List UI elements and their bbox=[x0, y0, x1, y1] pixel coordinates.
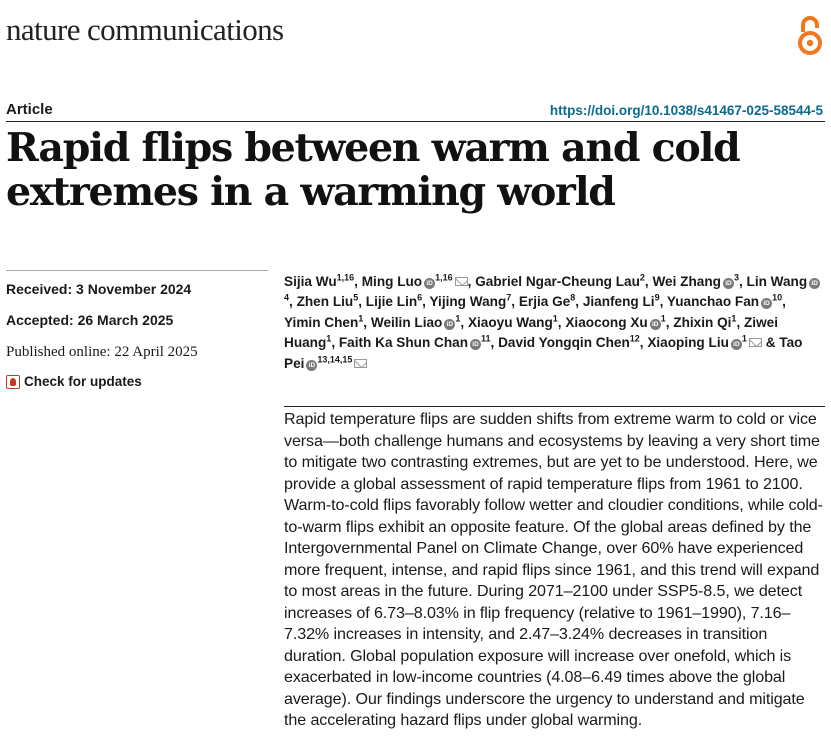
author-item[interactable] bbox=[498, 335, 640, 350]
accepted-date: Accepted: 26 March 2025 bbox=[6, 312, 174, 328]
author-name: Ziwei Huang bbox=[284, 314, 778, 351]
author-affiliation: 10 bbox=[772, 292, 783, 303]
abstract-divider bbox=[284, 406, 825, 407]
author-name: Faith Ka Shun Chan bbox=[338, 335, 469, 351]
article-title: Rapid flips between warm and cold extremes in a warming world bbox=[6, 125, 740, 215]
author-name: Yimin Chen bbox=[284, 314, 359, 330]
author-affiliation: 4 bbox=[284, 292, 290, 303]
author-name: Jianfeng Li bbox=[582, 294, 655, 310]
author-name: Yuanchao Fan bbox=[666, 294, 760, 310]
header-divider bbox=[6, 121, 825, 122]
author-affiliation: 1,16 bbox=[336, 272, 355, 283]
author-item[interactable] bbox=[652, 274, 739, 289]
journal-name: nature communications bbox=[6, 12, 284, 47]
author-affiliation: 1 bbox=[741, 333, 747, 344]
author-item[interactable] bbox=[565, 315, 665, 330]
author-list: Sijia Wu$^{1,16}$, Ming Luo iD$^{1,16}$ , Gabriel Ngar-Cheung Lau$^2$, Wei Zhang $iD^3$, Lin Wang $iD^4$, Zhen Liu$^5$, Lijie Lin$^6$, Yijing Wang$^7$, Erjia Ge$^8$, Jianfeng Li$^9$, Yuanchao Fan $iD^{10}$, Yimin Chen$^1$, Weilin Liao $iD^1$, Xiaoyu Wang$^1$, Xiaocong Xu $iD^1$, Zhixin Qi$^1$, Ziwei Huang$^1$, Faith Ka Shun Chan $iD^{11}$, David Yongqin Chen$^{12}$, Xiaoping Liu $iD^1$ & Tao Pei iD$^{13,14,15}$ bbox=[284, 272, 824, 374]
author-affiliation: 9 bbox=[654, 292, 660, 303]
author-affiliation: 2 bbox=[639, 272, 645, 283]
author-name: Sijia Wu bbox=[284, 274, 337, 289]
author-name: Zhixin Qi bbox=[673, 314, 732, 330]
orcid-icon[interactable]: iD bbox=[761, 298, 772, 309]
author-affiliation: 1 bbox=[552, 313, 558, 324]
author-item[interactable] bbox=[284, 315, 363, 330]
author-item[interactable] bbox=[297, 294, 359, 309]
author-affiliation: 13,14,15 bbox=[317, 354, 353, 365]
published-date: Published online: 22 April 2025 bbox=[6, 344, 198, 360]
author-name: Gabriel Ngar-Cheung Lau bbox=[475, 274, 640, 289]
author-affiliation: 7 bbox=[506, 292, 512, 303]
author-name: Wei Zhang bbox=[652, 274, 721, 289]
author-affiliation: 1,16 bbox=[435, 272, 453, 283]
orcid-icon[interactable]: iD bbox=[306, 360, 317, 371]
orcid-icon[interactable]: iD bbox=[470, 339, 481, 350]
envelope-icon[interactable] bbox=[354, 359, 367, 368]
author-name: David Yongqin Chen bbox=[498, 335, 630, 351]
doi-link[interactable]: https://doi.org/10.1038/s41467-025-58544-5 bbox=[549, 103, 823, 118]
author-item[interactable] bbox=[667, 294, 782, 309]
author-item[interactable] bbox=[583, 294, 660, 309]
author-item[interactable] bbox=[519, 294, 575, 309]
author-item[interactable] bbox=[362, 274, 468, 289]
author-item[interactable] bbox=[429, 294, 511, 309]
author-affiliation: 1 bbox=[660, 313, 666, 324]
check-for-updates-button[interactable] bbox=[6, 374, 142, 389]
orcid-icon[interactable]: iD bbox=[444, 319, 455, 330]
author-name: Tao Pei bbox=[284, 335, 803, 371]
author-item[interactable] bbox=[475, 274, 645, 289]
author-affiliation: 1 bbox=[731, 313, 737, 324]
author-affiliation: 12 bbox=[629, 333, 640, 344]
author-affiliation: 6 bbox=[417, 292, 423, 303]
author-affiliation: 1 bbox=[358, 313, 364, 324]
envelope-icon[interactable] bbox=[455, 277, 468, 286]
open-access-icon bbox=[795, 14, 825, 56]
author-item[interactable] bbox=[468, 315, 558, 330]
dates-divider bbox=[6, 270, 268, 271]
author-name: Xiaoping Liu bbox=[647, 335, 729, 351]
author-affiliation: 11 bbox=[481, 333, 491, 344]
envelope-icon[interactable] bbox=[749, 338, 762, 347]
author-item[interactable] bbox=[366, 294, 422, 309]
check-for-updates-label: Check for updates bbox=[24, 374, 142, 389]
orcid-icon[interactable]: iD bbox=[809, 278, 820, 289]
author-affiliation: 5 bbox=[353, 292, 359, 303]
author-affiliation: 8 bbox=[570, 292, 576, 303]
article-type: Article bbox=[6, 101, 53, 118]
author-affiliation: 3 bbox=[733, 272, 739, 283]
author-name: Lin Wang bbox=[746, 274, 808, 289]
abstract: Rapid temperature flips are sudden shifts from extreme warm to cold or vice versa—both challenge humans and ecosystems by leaving a very short time to mitigate two contrasting extremes, but are yet to be understood. Here, we provide a global assessment of rapid temperature flips from 1961 to 2100. Warm-to-cold flips favorably follow wetter and cloudier conditions, while cold-to-warm flips exhibit an opposite feature. Of the global areas defined by the Intergovernmental Panel on Climate Change, over 60% have experienced more frequent, intense, and rapid flips since 1961, and this trend will expand to most areas in the future. During 2071–2100 under SSP5-8.5, we detect increases of 6.73–8.03% in flip frequency (relative to 1961–1990), 7.16–7.32% increases in intensity, and 2.47–3.24% decreases in transition duration. Global population exposure will increase over onefold, which is exacerbated in low-income countries (4.08–6.49 times above the global average). Our findings underscore the urgency to understand and mitigate the accelerating hazard flips under global warming. bbox=[284, 410, 823, 729]
author-item[interactable] bbox=[339, 335, 491, 350]
orcid-icon[interactable]: iD bbox=[650, 319, 661, 330]
author-name: Xiaoyu Wang bbox=[467, 314, 553, 330]
author-item[interactable] bbox=[371, 315, 461, 330]
author-item[interactable] bbox=[673, 315, 736, 330]
author-item[interactable] bbox=[284, 274, 354, 289]
author-name: Yijing Wang bbox=[429, 294, 507, 310]
orcid-icon[interactable]: iD bbox=[723, 278, 734, 289]
author-name: Lijie Lin bbox=[365, 294, 418, 310]
orcid-icon[interactable]: iD bbox=[731, 339, 742, 350]
author-name: Zhen Liu bbox=[296, 294, 354, 310]
author-item[interactable] bbox=[647, 335, 762, 350]
author-name: Weilin Liao bbox=[370, 314, 443, 330]
author-affiliation: 1 bbox=[455, 313, 461, 324]
author-name: Erjia Ge bbox=[518, 294, 571, 310]
author-name: Ming Luo bbox=[361, 274, 423, 289]
orcid-icon[interactable]: iD bbox=[424, 278, 435, 289]
check-for-updates-icon bbox=[6, 375, 20, 389]
author-affiliation: 1 bbox=[326, 333, 332, 344]
received-date: Received: 3 November 2024 bbox=[6, 281, 192, 297]
author-name: Xiaocong Xu bbox=[565, 314, 648, 330]
